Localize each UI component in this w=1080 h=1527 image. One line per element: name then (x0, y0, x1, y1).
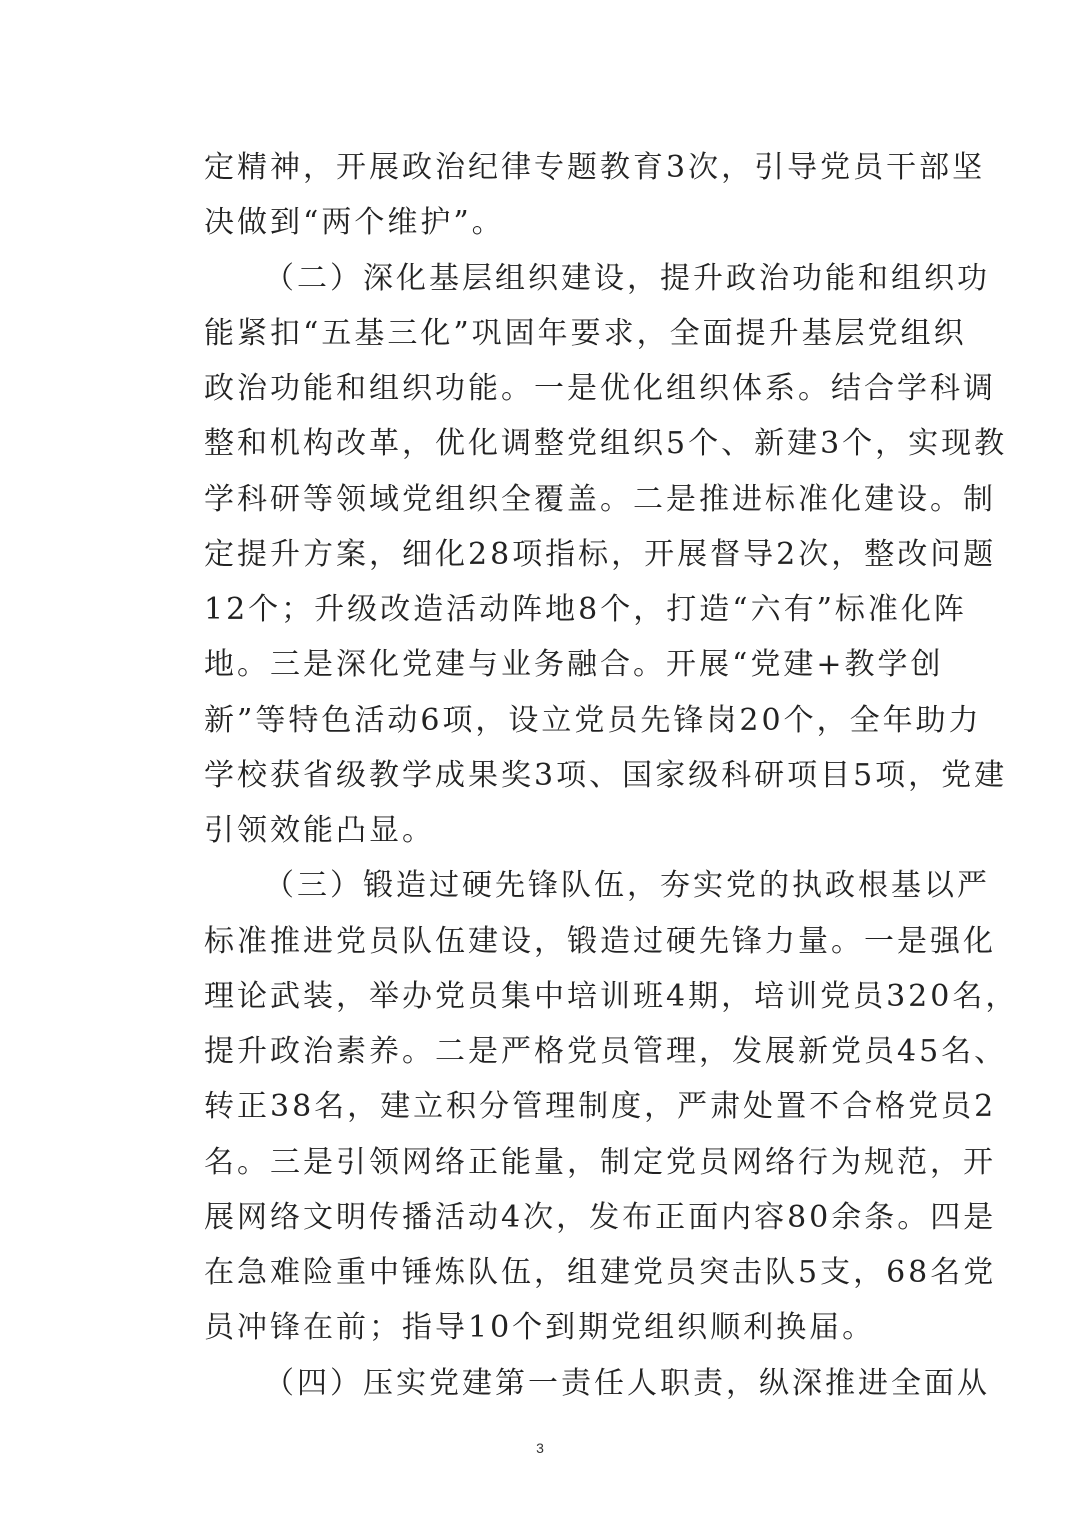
section-heading-line: （四）压实党建第一责任人职责，纵深推进全面从 (264, 1365, 990, 1401)
body-text (204, 140, 1019, 1411)
page-number: 3 (536, 1440, 544, 1456)
text-line: 引领效能凸显。 (204, 813, 435, 848)
text-line: 学科研等领域党组织全覆盖。二是推进标准化建设。制 (204, 481, 996, 517)
text-line: 新”等特色活动6项，设立党员先锋岗20个，全年助力 (204, 702, 982, 738)
section-heading-line: （三）锻造过硬先锋队伍，夯实党的执政根基以严 (264, 868, 990, 904)
text-line: 12个；升级改造活动阵地8个，打造“六有”标准化阵 (204, 592, 967, 627)
text-line: 能紧扣“五基三化”巩固年要求，全面提升基层党组织 (204, 315, 967, 351)
text-line: 决做到“两个维护”。 (204, 205, 505, 241)
text-line: 员冲锋在前；指导10个到期党组织顺利换届。 (204, 1310, 876, 1346)
text-line: 整和机构改革，优化调整党组织5个、新建3个，实现教 (204, 426, 1008, 462)
text-line: 定提升方案，细化28项指标，开展督导2次，整改问题 (204, 536, 997, 572)
text-line: 政治功能和组织功能。一是优化组织体系。结合学科调 (204, 371, 996, 406)
text-line: 理论武装，举办党员集中培训班4期，培训党员320名， (204, 978, 1019, 1014)
text-line: 地。三是深化党建与业务融合。开展“党建+教学创 (204, 647, 944, 683)
text-line: 定精神，开展政治纪律专题教育3次，引导党员干部坚 (204, 150, 986, 185)
text-line: 在急难险重中锤炼队伍，组建党员突击队5支，68名党 (204, 1255, 997, 1290)
section-heading-line: （二）深化基层组织建设，提升政治功能和组织功 (264, 260, 990, 296)
text-line: 提升政治素养。二是严格党员管理，发展新党员45名、 (204, 1034, 1008, 1069)
text-line: 名。三是引领网络正能量，制定党员网络行为规范，开 (204, 1144, 996, 1180)
text-line: 转正38名，建立积分管理制度，严肃处置不合格党员2 (204, 1089, 997, 1125)
text-line: 标准推进党员队伍建设，锻造过硬先锋力量。一是强化 (204, 923, 996, 959)
text-line: 学校获省级教学成果奖3项、国家级科研项目5项，党建 (204, 757, 1008, 793)
text-line: 展网络文明传播活动4次，发布正面内容80余条。四是 (204, 1199, 997, 1235)
